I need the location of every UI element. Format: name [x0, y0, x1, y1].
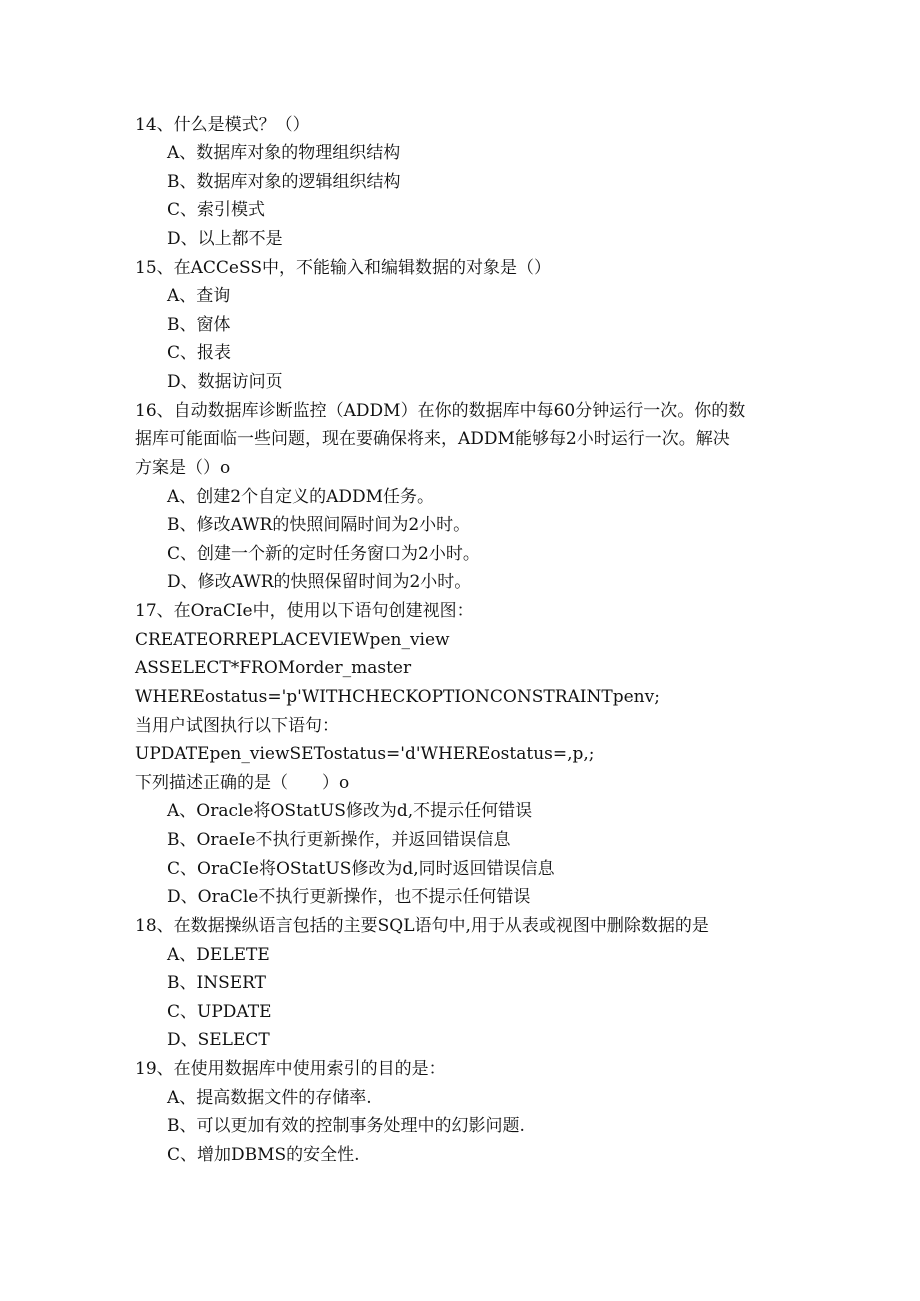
option-17-d: D、OraCle不执行更新操作，也不提示任何错误 — [167, 887, 531, 907]
question-15: 15、在ACCeSS中，不能输入和编辑数据的对象是（） — [135, 258, 551, 278]
option-15-a: A、查询 — [167, 286, 231, 306]
option-19-b: B、可以更加有效的控制事务处理中的幻影问题. — [167, 1116, 525, 1136]
code-line-1: CREATEORREPLACEVIEWpen_view — [135, 630, 450, 650]
option-15-b: B、窗体 — [167, 315, 231, 335]
option-16-d: D、修改AWR的快照保留时间为2小时。 — [167, 572, 472, 592]
question-14: 14、什么是模式？（） — [135, 115, 310, 135]
option-18-d: D、SELECT — [167, 1030, 270, 1050]
code-line-4: UPDATEpen_viewSETostatus='d'WHEREostatus=,p,; — [135, 744, 595, 764]
question-19: 19、在使用数据库中使用索引的目的是： — [135, 1059, 446, 1079]
option-16-a: A、创建2个自定义的ADDM任务。 — [167, 487, 435, 507]
option-17-c: C、OraCIe将OStatUS修改为d,同时返回错误信息 — [167, 859, 555, 879]
question-16: 16、自动数据库诊断监控（ADDM）在你的数据库中每60分钟运行一次。你的数 — [135, 401, 746, 421]
option-17-a: A、Oracle将OStatUS修改为d,不提示任何错误 — [167, 801, 533, 821]
question-17-line-5: 当用户试图执行以下语句： — [135, 716, 339, 736]
option-15-d: D、数据访问页 — [167, 372, 283, 392]
option-18-a: A、DELETE — [167, 945, 270, 965]
option-14-c: C、索引模式 — [167, 200, 266, 220]
option-15-c: C、报表 — [167, 343, 232, 363]
question-18: 18、在数据操纵语言包括的主要SQL语句中,用于从表或视图中删除数据的是 — [135, 916, 709, 936]
option-19-a: A、提高数据文件的存储率. — [167, 1088, 372, 1108]
question-16-line-3: 方案是（）o — [135, 458, 231, 478]
question-17-line-7: 下列描述正确的是（ ）o — [135, 773, 350, 793]
option-19-c: C、增加DBMS的安全性. — [167, 1145, 360, 1165]
option-16-b: B、修改AWR的快照间隔时间为2小时。 — [167, 515, 471, 535]
code-line-3: WHEREostatus='p'WITHCHECKOPTIONCONSTRAINTpenv; — [135, 687, 660, 707]
option-14-d: D、以上都不是 — [167, 229, 283, 249]
option-14-a: A、数据库对象的物理组织结构 — [167, 143, 401, 163]
option-18-b: B、INSERT — [167, 973, 266, 993]
option-16-c: C、创建一个新的定时任务窗口为2小时。 — [167, 544, 480, 564]
question-17: 17、在OraCIe中，使用以下语句创建视图： — [135, 601, 474, 621]
code-line-2: ASSELECT*FROMorder_master — [135, 658, 412, 678]
option-18-c: C、UPDATE — [167, 1002, 272, 1022]
option-17-b: B、OraeIe不执行更新操作，并返回错误信息 — [167, 830, 511, 850]
option-14-b: B、数据库对象的逻辑组织结构 — [167, 172, 401, 192]
question-16-line-2: 据库可能面临一些问题，现在要确保将来，ADDM能够每2小时运行一次。解决 — [135, 429, 730, 449]
